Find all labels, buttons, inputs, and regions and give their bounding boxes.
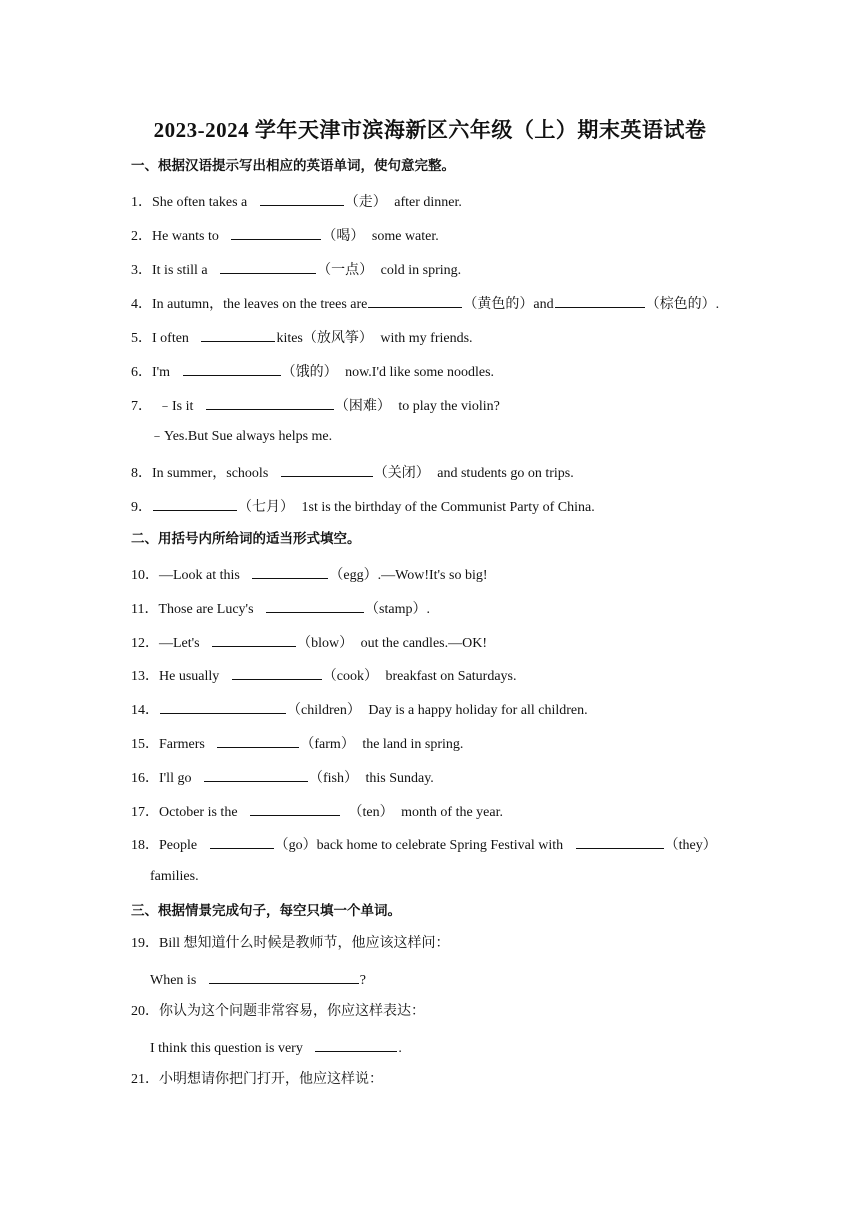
question-number: 5． <box>131 331 152 346</box>
hint: （farm） <box>300 737 355 752</box>
question-6: 6．I'm （饿的） now.I'd like some noodles. <box>131 361 494 382</box>
answer-blank[interactable] <box>260 191 344 206</box>
question-number: 18． <box>131 838 159 853</box>
question-5: 5．I often kites（放风筝） with my friends. <box>131 327 473 348</box>
question-number: 13． <box>131 669 159 684</box>
hint: （七月） <box>238 500 294 515</box>
question-8: 8．In summer，schools （关闭） and students go on trips. <box>131 462 574 483</box>
answer-blank[interactable] <box>576 834 664 849</box>
question-number: 19． <box>131 936 159 951</box>
question-15: 15．Farmers （farm） the land in spring. <box>131 733 463 754</box>
question-number: 21． <box>131 1072 159 1087</box>
hint: （stamp） <box>365 602 427 617</box>
answer-blank[interactable] <box>250 801 340 816</box>
answer-blank[interactable] <box>210 834 274 849</box>
hint: （ten） <box>348 805 394 820</box>
hint: （blow） <box>297 636 354 651</box>
hint: （关闭） <box>373 466 430 481</box>
hint: （走） <box>344 195 387 210</box>
question-7: 7． ﹣Is it （困难） to play the violin? <box>131 395 500 416</box>
question-number: 11． <box>131 602 159 617</box>
question-number: 4． <box>131 297 152 312</box>
question-number: 15． <box>131 737 159 752</box>
question-number: 6． <box>131 365 152 380</box>
answer-blank[interactable] <box>231 225 321 240</box>
hint: （一点） <box>317 263 374 278</box>
page-title: 2023-2024 学年天津市滨海新区六年级（上）期末英语试卷 <box>153 118 707 142</box>
hint: （egg） <box>329 568 378 583</box>
question-1: 1．She often takes a （走） after dinner. <box>131 191 462 212</box>
question-number: 2． <box>131 229 152 244</box>
question-7-reply: ﹣Yes.But Sue always helps me. <box>150 429 333 444</box>
question-12: 12．—Let's （blow） out the candles.—OK! <box>131 632 487 653</box>
question-number: 16． <box>131 771 159 786</box>
question-18-continued: families. <box>150 869 199 884</box>
answer-blank[interactable] <box>160 699 286 714</box>
question-19: 19．Bill 想知道什么时候是教师节，他应该这样问： <box>131 936 450 951</box>
question-19-answer-line: When is ? <box>150 969 366 990</box>
question-number: 12． <box>131 636 159 651</box>
question-17: 17．October is the （ten） month of the year. <box>131 801 503 822</box>
hint: （饿的） <box>281 365 338 380</box>
answer-blank[interactable] <box>209 969 359 984</box>
question-11: 11．Those are Lucy's （stamp）. <box>131 598 430 619</box>
question-18: 18．People （go）back home to celebrate Spring Festival with （they） <box>131 834 717 855</box>
answer-blank[interactable] <box>281 462 373 477</box>
question-2: 2．He wants to （喝） some water. <box>131 225 439 246</box>
answer-blank[interactable] <box>315 1037 397 1052</box>
question-number: 14． <box>131 703 159 718</box>
question-13: 13．He usually （cook） breakfast on Saturdays. <box>131 665 517 686</box>
answer-blank[interactable] <box>206 395 334 410</box>
question-21: 21．小明想请你把门打开，他应这样说： <box>131 1072 383 1087</box>
section-heading-3: 三、根据情景完成句子，每空只填一个单词。 <box>131 903 401 919</box>
question-number: 7． <box>131 399 152 414</box>
hint: （困难） <box>334 399 391 414</box>
answer-blank[interactable] <box>266 598 364 613</box>
answer-blank[interactable] <box>212 632 296 647</box>
answer-blank[interactable] <box>252 564 328 579</box>
hint: （喝） <box>322 229 365 244</box>
answer-blank[interactable] <box>201 327 275 342</box>
question-3: 3．It is still a （一点） cold in spring. <box>131 259 461 280</box>
question-number: 17． <box>131 805 159 820</box>
answer-blank[interactable] <box>232 665 322 680</box>
question-9: 9． （七月） 1st is the birthday of the Communist Party of China. <box>131 496 595 517</box>
answer-blank[interactable] <box>183 361 281 376</box>
question-number: 8． <box>131 466 152 481</box>
section-heading-1: 一、根据汉语提示写出相应的英语单词，使句意完整。 <box>131 158 455 174</box>
question-4: 4．In autumn，the leaves on the trees are （黄色的）and （棕色的）. <box>131 293 719 314</box>
question-number: 1． <box>131 195 152 210</box>
answer-blank[interactable] <box>217 733 299 748</box>
question-10: 10．—Look at this （egg）.—Wow!It's so big! <box>131 564 488 585</box>
hint: （黄色的）and <box>463 297 554 312</box>
question-20: 20．你认为这个问题非常容易，你应这样表达： <box>131 1004 425 1019</box>
hint: （they） <box>664 838 717 853</box>
answer-blank[interactable] <box>153 496 237 511</box>
hint: （cook） <box>322 669 378 684</box>
answer-blank[interactable] <box>368 293 462 308</box>
question-16: 16．I'll go （fish） this Sunday. <box>131 767 434 788</box>
question-number: 10． <box>131 568 159 583</box>
question-20-answer-line: I think this question is very . <box>150 1037 402 1058</box>
section-heading-2: 二、用括号内所给词的适当形式填空。 <box>131 531 361 547</box>
hint: （fish） <box>308 771 358 786</box>
hint: （棕色的）. <box>645 297 720 312</box>
answer-blank[interactable] <box>555 293 645 308</box>
question-number: 20． <box>131 1004 159 1019</box>
question-number: 3． <box>131 263 152 278</box>
answer-blank[interactable] <box>220 259 316 274</box>
question-number: 9． <box>131 500 152 515</box>
question-14: 14． （children） Day is a happy holiday for all children. <box>131 699 588 720</box>
hint: （children） <box>287 703 361 718</box>
answer-blank[interactable] <box>204 767 308 782</box>
